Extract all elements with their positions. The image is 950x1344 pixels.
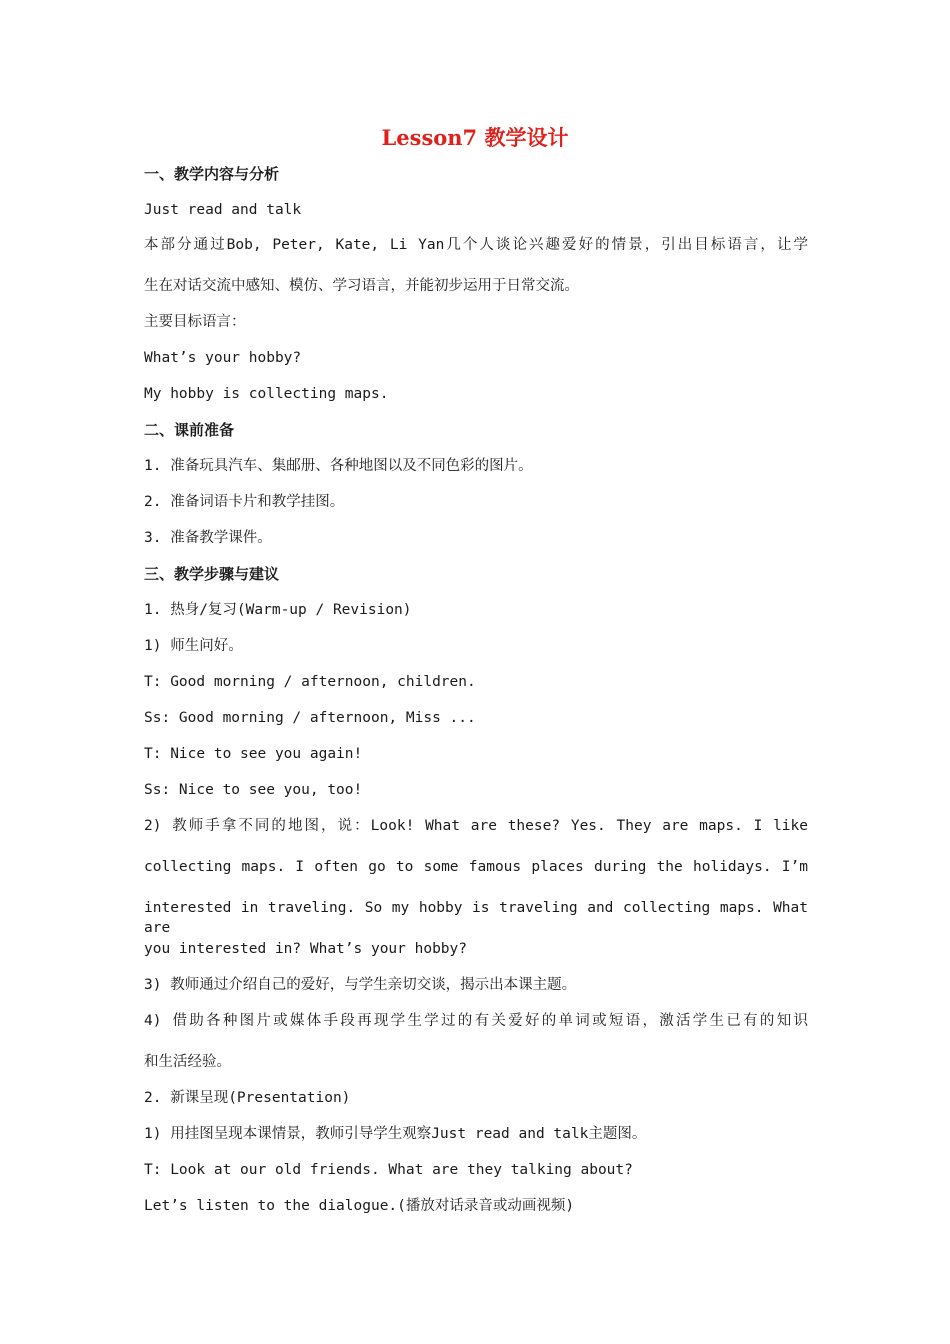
paragraph-line: T: Look at our old friends. What are they talking about? bbox=[144, 1162, 633, 1178]
paragraph-line: 1) 师生问好。 bbox=[144, 638, 243, 654]
paragraph-line: Ss: Nice to see you, too! bbox=[144, 782, 363, 798]
paragraph-line: 生在对话交流中感知、模仿、学习语言，并能初步运用于日常交流。 bbox=[144, 278, 579, 294]
paragraph-line: My hobby is collecting maps. bbox=[144, 386, 389, 402]
paragraph-line: T: Nice to see you again! bbox=[144, 746, 363, 762]
section-heading-content-analysis: 一、教学内容与分析 bbox=[144, 165, 280, 183]
paragraph-line: collecting maps. I often go to some famous places during the holidays. I’m bbox=[144, 859, 808, 875]
section-heading-teaching-steps: 三、教学步骤与建议 bbox=[144, 565, 280, 583]
paragraph-line: 2. 新课呈现(Presentation) bbox=[144, 1090, 351, 1106]
document-title: Lesson7 教学设计 bbox=[381, 125, 569, 150]
list-item: 1. 准备玩具汽车、集邮册、各种地图以及不同色彩的图片。 bbox=[144, 458, 533, 474]
paragraph-line: interested in traveling. So my hobby is traveling and collecting maps. What are bbox=[144, 900, 808, 936]
paragraph-line: T: Good morning / afternoon, children. bbox=[144, 674, 476, 690]
paragraph-line: Ss: Good morning / afternoon, Miss ... bbox=[144, 710, 476, 726]
paragraph-line: 和生活经验。 bbox=[144, 1054, 231, 1070]
paragraph-line: 4) 借助各种图片或媒体手段再现学生学过的有关爱好的单词或短语，激活学生已有的知识 bbox=[144, 1013, 808, 1029]
list-item: 3. 准备教学课件。 bbox=[144, 530, 272, 546]
paragraph-line: 1) 用挂图呈现本课情景，教师引导学生观察Just read and talk主题图。 bbox=[144, 1126, 647, 1142]
paragraph-line: 本部分通过Bob, Peter, Kate, Li Yan几个人谈论兴趣爱好的情景，引出目标语言，让学 bbox=[144, 237, 808, 253]
paragraph-line: 2) 教师手拿不同的地图，说：Look! What are these? Yes. They are maps. I like bbox=[144, 818, 808, 834]
paragraph-line: What’s your hobby? bbox=[144, 350, 302, 366]
paragraph-line: Let’s listen to the dialogue.(播放对话录音或动画视频) bbox=[144, 1198, 575, 1214]
paragraph-line: 1. 热身/复习(Warm-up / Revision) bbox=[144, 602, 412, 618]
paragraph-line: 主要目标语言： bbox=[144, 314, 246, 330]
paragraph-line: 3) 教师通过介绍自己的爱好，与学生亲切交谈，揭示出本课主题。 bbox=[144, 977, 577, 993]
paragraph-line: Just read and talk bbox=[144, 202, 302, 218]
section-heading-preparation: 二、课前准备 bbox=[144, 421, 235, 439]
list-item: 2. 准备词语卡片和教学挂图。 bbox=[144, 494, 345, 510]
paragraph-line: you interested in? What’s your hobby? bbox=[144, 941, 468, 957]
